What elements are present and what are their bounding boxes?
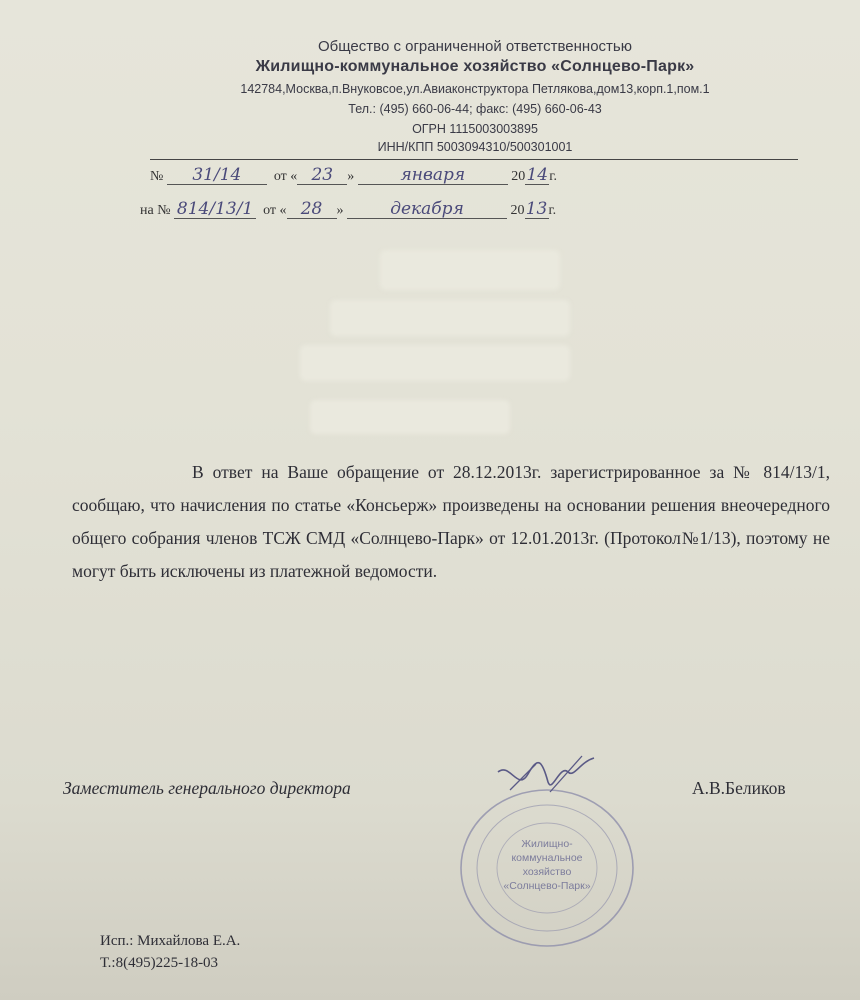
- seal-line-3: хозяйство: [522, 866, 572, 878]
- executor-block: [100, 930, 240, 974]
- outgoing-quote-open: «: [290, 169, 298, 184]
- redacted-addressee-3: [300, 345, 570, 381]
- incoming-quote-close: »: [336, 203, 344, 218]
- org-phone: Тел.: (495) 660-06-44; факс: (495) 660-06-43: [348, 102, 602, 116]
- incoming-day: 28: [287, 200, 337, 219]
- letter-body: [72, 456, 830, 588]
- incoming-year-prefix: 20: [510, 203, 525, 218]
- seal-line-2: коммунальное: [511, 852, 583, 864]
- redacted-addressee-4: [310, 400, 510, 434]
- incoming-month: декабря: [347, 200, 507, 219]
- org-name: Жилищно-коммунальное хозяйство «Солнцево-Парк»: [255, 58, 695, 75]
- org-inn-kpp: ИНН/КПП 5003094310/500301001: [377, 140, 573, 154]
- org-address: 142784,Москва,п.Внуковсое,ул.Авиаконструктора Петлякова,дом13,корп.1,пом.1: [240, 82, 710, 96]
- incoming-from: от: [263, 203, 277, 218]
- header-divider: [150, 159, 798, 160]
- seal-line-4: «Солнцево-Парк»: [503, 880, 591, 892]
- incoming-number: 814/13/1: [174, 200, 256, 219]
- handwritten-signature: [490, 752, 600, 812]
- outgoing-registration: [150, 166, 557, 185]
- incoming-year-end: г.: [548, 203, 557, 218]
- outgoing-from: от: [273, 169, 287, 184]
- incoming-quote-open: «: [279, 203, 287, 218]
- signer-name: А.В.Беликов: [692, 778, 786, 798]
- outgoing-year-end: г.: [549, 169, 557, 184]
- incoming-registration: [140, 200, 556, 219]
- outgoing-day: 23: [297, 166, 347, 185]
- incoming-year-suffix: 13: [525, 199, 548, 219]
- outgoing-number-prefix: №: [150, 169, 164, 184]
- incoming-number-prefix: на №: [140, 203, 171, 218]
- outgoing-month: января: [358, 166, 508, 185]
- executor-name: Исп.: Михайлова Е.А.: [100, 933, 241, 949]
- seal-line-1: Жилищно-: [521, 838, 573, 850]
- outgoing-quote-close: »: [347, 169, 355, 184]
- redacted-addressee-1: [380, 250, 560, 290]
- outgoing-year-prefix: 20: [511, 169, 526, 184]
- outgoing-number: 31/14: [167, 166, 267, 185]
- body-paragraph: В ответ на Ваше обращение от 28.12.2013г. зарегистрированное за № 814/13/1, сообщаю, что начисления по статье «Консьерж» произведены на основании решения внеочередного общего собрания членов ТСЖ СМД «Солнцево-Парк» от 12.01.2013г. (Протокол№1/13), поэтому не могут быть исключены из платежной ведомости.: [72, 462, 830, 581]
- org-ogrn: ОГРН 1115003003895: [412, 122, 538, 136]
- executor-phone: Т.:8(495)225-18-03: [100, 955, 219, 971]
- outgoing-year-suffix: 14: [526, 165, 549, 185]
- signer-title: Заместитель генерального директора: [63, 778, 351, 798]
- redacted-addressee-2: [330, 300, 570, 336]
- org-type: Общество с ограниченной ответственностью: [318, 38, 632, 55]
